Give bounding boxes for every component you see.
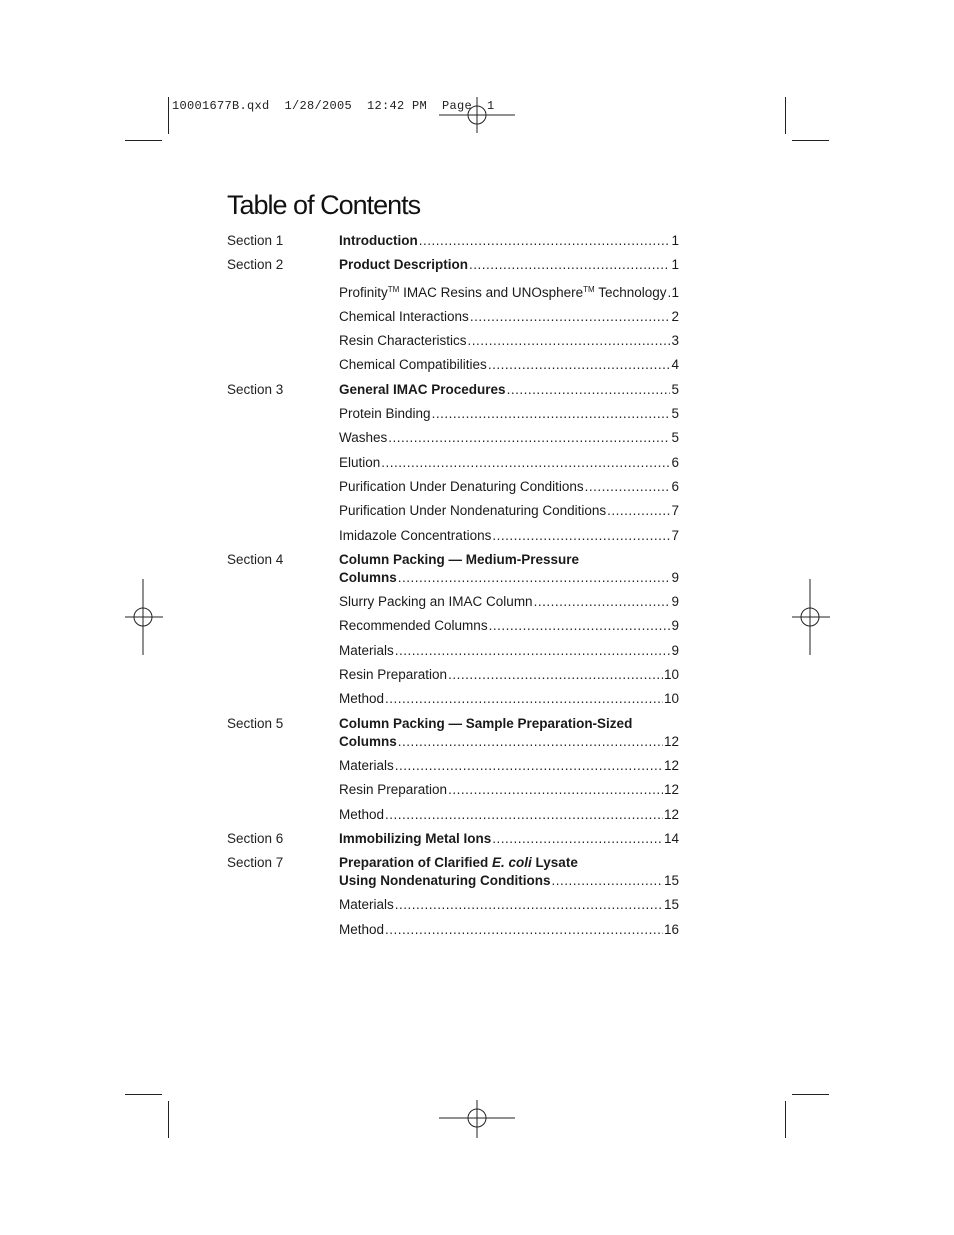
toc-entry[interactable] <box>339 332 679 350</box>
toc-entry[interactable] <box>339 281 679 302</box>
entry-title-line2 <box>339 733 679 751</box>
crop-mark <box>168 1101 169 1138</box>
page-number: 4 <box>671 357 679 373</box>
dot-leader <box>388 429 670 447</box>
entry-title-line1: Column Packing — Medium-Pressure <box>339 551 580 567</box>
toc-section <box>227 715 679 824</box>
entry-title-line2 <box>339 569 679 587</box>
toc-entry[interactable] <box>339 617 679 635</box>
crop-mark <box>125 140 162 141</box>
section-label: Section 6 <box>227 830 284 846</box>
page-number: 5 <box>671 430 679 446</box>
toc-section <box>227 256 679 374</box>
entry-title: Resin Characteristics <box>339 333 467 349</box>
entry-title: Method <box>339 806 385 822</box>
dot-leader <box>489 617 671 635</box>
entry-title <box>339 281 667 302</box>
dot-leader <box>534 593 671 611</box>
dot-leader <box>395 757 663 775</box>
toc-section <box>227 854 679 939</box>
entry-title-part: IMAC Resins and UNOsphere <box>399 284 584 300</box>
page-number: 3 <box>671 333 679 349</box>
page-number: 7 <box>671 527 679 543</box>
toc-entry[interactable] <box>339 454 679 472</box>
toc-entry[interactable] <box>339 381 679 399</box>
section-label: Section 4 <box>227 551 284 567</box>
toc-entry[interactable] <box>339 690 679 708</box>
dot-leader <box>432 405 671 423</box>
page-number: 15 <box>663 873 679 889</box>
page-number: 10 <box>663 691 679 707</box>
page-number: 6 <box>671 454 679 470</box>
dot-leader <box>395 642 671 660</box>
page-number: 5 <box>671 381 679 397</box>
entry-title: Slurry Packing an IMAC Column <box>339 594 533 610</box>
toc-section <box>227 232 679 250</box>
trademark-mark: TM <box>387 284 400 294</box>
toc-section <box>227 830 679 848</box>
registration-mark-icon <box>439 1080 515 1156</box>
entry-title: Purification Under Denaturing Conditions <box>339 478 584 494</box>
page-number: 1 <box>671 257 679 273</box>
entry-title: Chemical Interactions <box>339 308 469 324</box>
page-title: Table of Contents <box>227 190 421 220</box>
page-number: 12 <box>663 782 679 798</box>
dot-leader <box>419 232 671 250</box>
entry-title: Immobilizing Metal Ions <box>339 830 492 846</box>
page-number: 9 <box>671 642 679 658</box>
crop-mark <box>125 1094 162 1095</box>
page-number: 12 <box>663 806 679 822</box>
toc-entry[interactable] <box>339 593 679 611</box>
dot-leader <box>470 308 671 326</box>
toc-entry[interactable] <box>339 232 679 250</box>
toc-entry[interactable] <box>339 527 679 545</box>
dot-leader <box>398 733 663 751</box>
dot-leader <box>492 527 670 545</box>
toc-section <box>227 381 679 545</box>
entry-title: Method <box>339 921 385 937</box>
crop-mark <box>785 97 786 134</box>
entry-title: Product Description <box>339 257 469 273</box>
toc-entry[interactable] <box>339 715 679 751</box>
entry-title: Method <box>339 691 385 707</box>
dot-leader <box>385 690 663 708</box>
dot-leader <box>469 256 670 274</box>
entry-title: Purification Under Nondenaturing Conditions <box>339 503 607 519</box>
entry-title: Chemical Compatibilities <box>339 357 487 373</box>
dot-leader <box>551 872 662 890</box>
page-number: 15 <box>663 897 679 913</box>
entry-title-part: Profinity <box>339 284 388 300</box>
toc-entry[interactable] <box>339 830 679 848</box>
entry-title: General IMAC Procedures <box>339 381 506 397</box>
entry-title: Imidazole Concentrations <box>339 527 492 543</box>
toc-entry[interactable] <box>339 551 679 587</box>
section-label: Section 2 <box>227 257 284 273</box>
dot-leader <box>448 781 663 799</box>
entry-title-line1 <box>339 854 679 872</box>
entry-title: Materials <box>339 757 394 773</box>
entry-title-part: Preparation of Clarified <box>339 855 493 871</box>
registration-mark-icon <box>105 579 181 655</box>
page-number: 14 <box>663 830 679 846</box>
registration-mark-icon <box>439 77 515 153</box>
dot-leader <box>492 830 663 848</box>
page-number: 5 <box>671 406 679 422</box>
toc-entry[interactable] <box>339 757 679 775</box>
entry-title-italic: E. coli <box>492 855 532 871</box>
dot-leader <box>448 666 663 684</box>
entry-title: Introduction <box>339 233 418 248</box>
dot-leader <box>585 478 671 496</box>
print-slug: 10001677B.qxd 1/28/2005 12:42 PM Page 1 <box>172 99 495 113</box>
page-number: 1 <box>671 233 679 248</box>
entry-title: Resin Preparation <box>339 667 448 683</box>
crop-mark <box>792 1094 829 1095</box>
page-number: 6 <box>671 478 679 494</box>
page-number: 9 <box>671 569 679 585</box>
entry-title-line1: Column Packing — Sample Preparation-Sized <box>339 715 633 731</box>
dot-leader <box>398 569 671 587</box>
page-number: 10 <box>663 667 679 683</box>
dot-leader <box>507 381 671 399</box>
entry-title: Materials <box>339 897 394 913</box>
section-label: Section 5 <box>227 715 284 731</box>
crop-mark <box>785 1101 786 1138</box>
page-number: 9 <box>671 618 679 634</box>
toc-entry[interactable] <box>339 666 679 684</box>
page-number: 1 <box>671 284 679 300</box>
dot-leader <box>607 502 670 520</box>
entry-title: Materials <box>339 642 394 658</box>
section-label: Section 7 <box>227 855 284 871</box>
registration-mark-icon <box>772 579 848 655</box>
section-label: Section 3 <box>227 381 284 397</box>
toc-entry[interactable] <box>339 308 679 326</box>
toc-entry[interactable] <box>339 478 679 496</box>
trademark-mark: TM <box>583 284 595 294</box>
crop-mark <box>168 97 169 134</box>
entry-title: Using Nondenaturing Conditions <box>339 873 551 889</box>
toc-entry[interactable] <box>339 429 679 447</box>
page-number: 12 <box>663 757 679 773</box>
page-number: 9 <box>671 594 679 610</box>
entry-title: Columns <box>339 733 397 749</box>
toc-entry[interactable] <box>339 781 679 799</box>
toc-entry[interactable] <box>339 502 679 520</box>
dot-leader <box>385 806 663 824</box>
entry-title: Recommended Columns <box>339 618 488 634</box>
toc-entry[interactable] <box>339 356 679 374</box>
entry-title-part: Technology <box>594 284 667 300</box>
dot-leader <box>381 454 670 472</box>
toc-entry[interactable] <box>339 405 679 423</box>
table-of-contents <box>227 232 679 945</box>
dot-leader <box>385 921 663 939</box>
entry-title-line2 <box>339 872 679 890</box>
page-number: 12 <box>663 733 679 749</box>
page-number: 2 <box>671 308 679 324</box>
entry-title: Resin Preparation <box>339 782 448 798</box>
toc-entry[interactable] <box>339 896 679 914</box>
entry-title: Elution <box>339 454 381 470</box>
dot-leader <box>488 356 671 374</box>
toc-entry[interactable] <box>339 854 679 890</box>
entry-title: Columns <box>339 569 397 585</box>
toc-entry[interactable] <box>339 921 679 939</box>
entry-title: Protein Binding <box>339 406 431 422</box>
entry-title-part: Lysate <box>531 855 578 871</box>
crop-mark <box>792 140 829 141</box>
page-number: 16 <box>663 921 679 937</box>
dot-leader <box>395 896 663 914</box>
toc-entry[interactable] <box>339 806 679 824</box>
page-number: 7 <box>671 503 679 519</box>
toc-entry[interactable] <box>339 642 679 660</box>
dot-leader <box>468 332 671 350</box>
section-label: Section 1 <box>227 233 284 248</box>
toc-entry[interactable] <box>339 256 679 274</box>
dot-leader <box>668 284 671 302</box>
entry-title: Washes <box>339 430 388 446</box>
toc-section <box>227 551 679 708</box>
